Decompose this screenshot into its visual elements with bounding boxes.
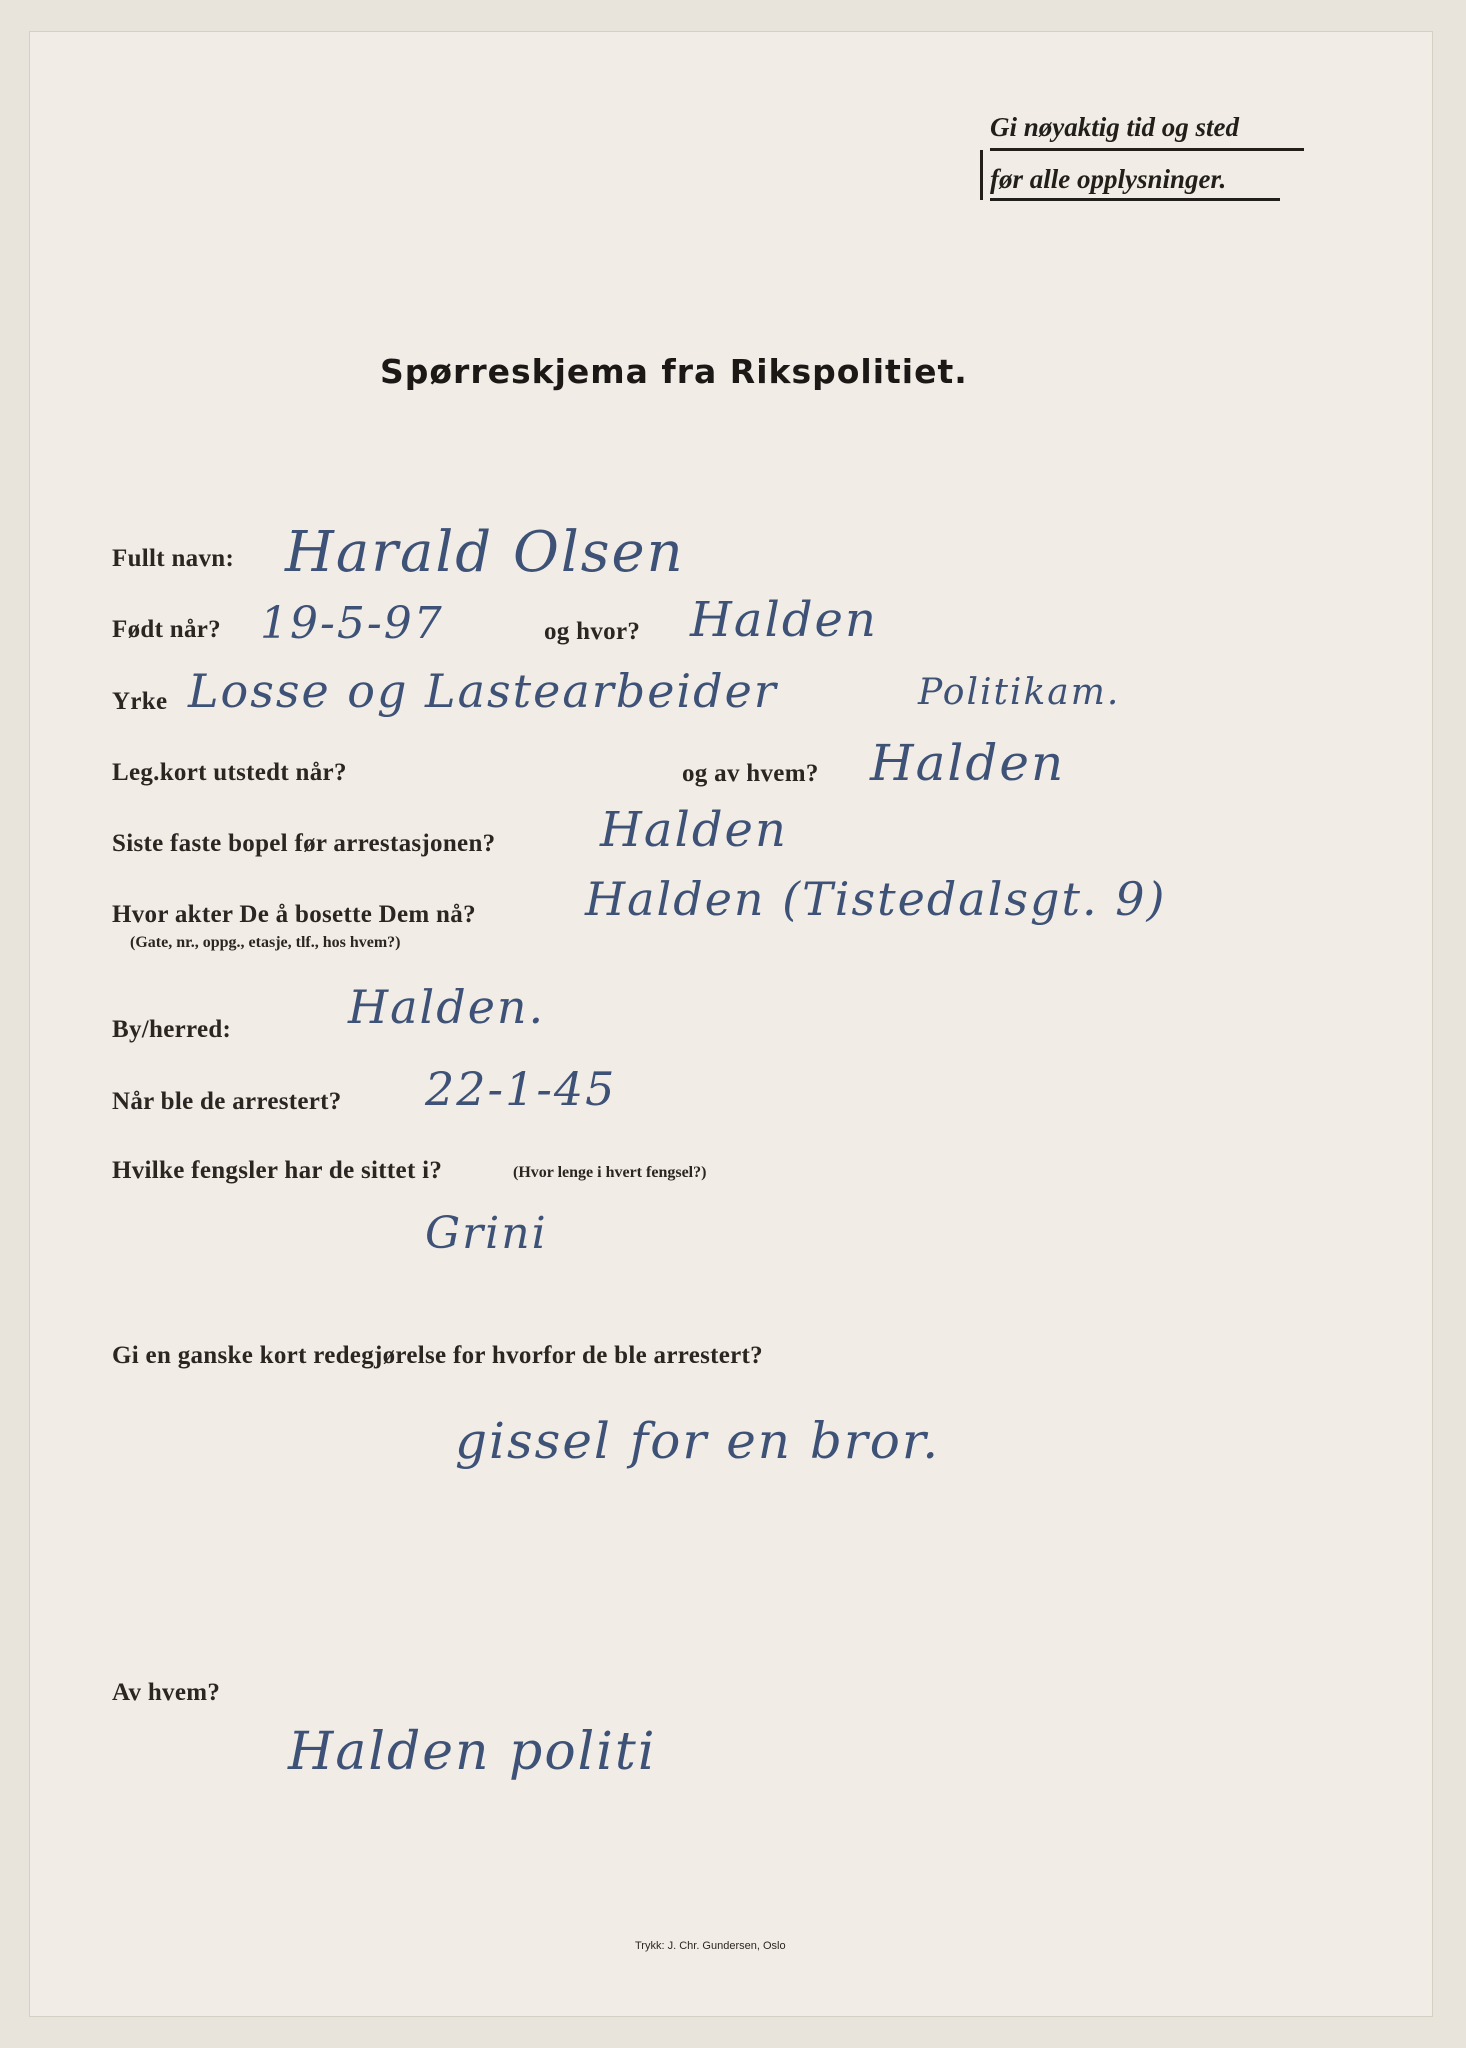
municipality-label: By/herred: (112, 1016, 232, 1043)
last-residence-label: Siste faste bopel før arrestasjonen? (112, 830, 496, 857)
settle-label: Hvor akter De å bosette Dem nå? (112, 901, 476, 928)
occupation-label: Yrke (112, 688, 168, 715)
born-when-label: Født når? (112, 616, 221, 643)
occupation-extra: Politikam. (918, 672, 1121, 713)
settle-value: Halden (Tistedalsgt. 9) (585, 872, 1167, 926)
reason-label: Gi en ganske kort redegjørelse for hvorfor de ble arrestert? (112, 1342, 763, 1369)
settle-hint: (Gate, nr., oppg., etasje, tlf., hos hvem?) (130, 934, 401, 951)
id-card-when-label: Leg.kort utstedt når? (112, 759, 347, 786)
full-name-label: Fullt navn: (112, 545, 235, 572)
prisons-hint: (Hvor lenge i hvert fengsel?) (513, 1164, 707, 1181)
page-title: Spørreskjema fra Rikspolitiet. (380, 352, 968, 391)
form-sheet (30, 32, 1432, 2016)
notice-bracket (980, 150, 983, 200)
printer-imprint: Trykk: J. Chr. Gundersen, Oslo (635, 1940, 786, 1952)
notice-underline-2 (990, 198, 1280, 201)
id-card-by-value: Halden (870, 734, 1066, 792)
by-whom-value: Halden politi (288, 1722, 657, 1782)
notice-underline-1 (990, 148, 1304, 151)
notice-line-1: Gi nøyaktig tid og sted (990, 112, 1239, 142)
notice-line-2: før alle opplysninger. (990, 164, 1227, 194)
full-name-value: Harald Olsen (285, 520, 685, 585)
municipality-value: Halden. (348, 980, 546, 1034)
last-residence-value: Halden (600, 802, 788, 858)
arrested-when-label: Når ble de arrestert? (112, 1088, 342, 1115)
arrested-when-value: 22-1-45 (425, 1062, 617, 1116)
prisons-value: Grini (425, 1208, 548, 1259)
occupation-value: Losse og Lastearbeider (188, 664, 778, 718)
reason-value: gissel for en bror. (455, 1412, 941, 1470)
born-when-value: 19-5-97 (260, 598, 444, 649)
id-card-by-label: og av hvem? (682, 760, 819, 787)
born-where-label: og hvor? (544, 618, 641, 645)
prisons-label: Hvilke fengsler har de sittet i? (112, 1157, 443, 1184)
born-where-value: Halden (690, 592, 878, 648)
by-whom-label: Av hvem? (112, 1679, 221, 1706)
